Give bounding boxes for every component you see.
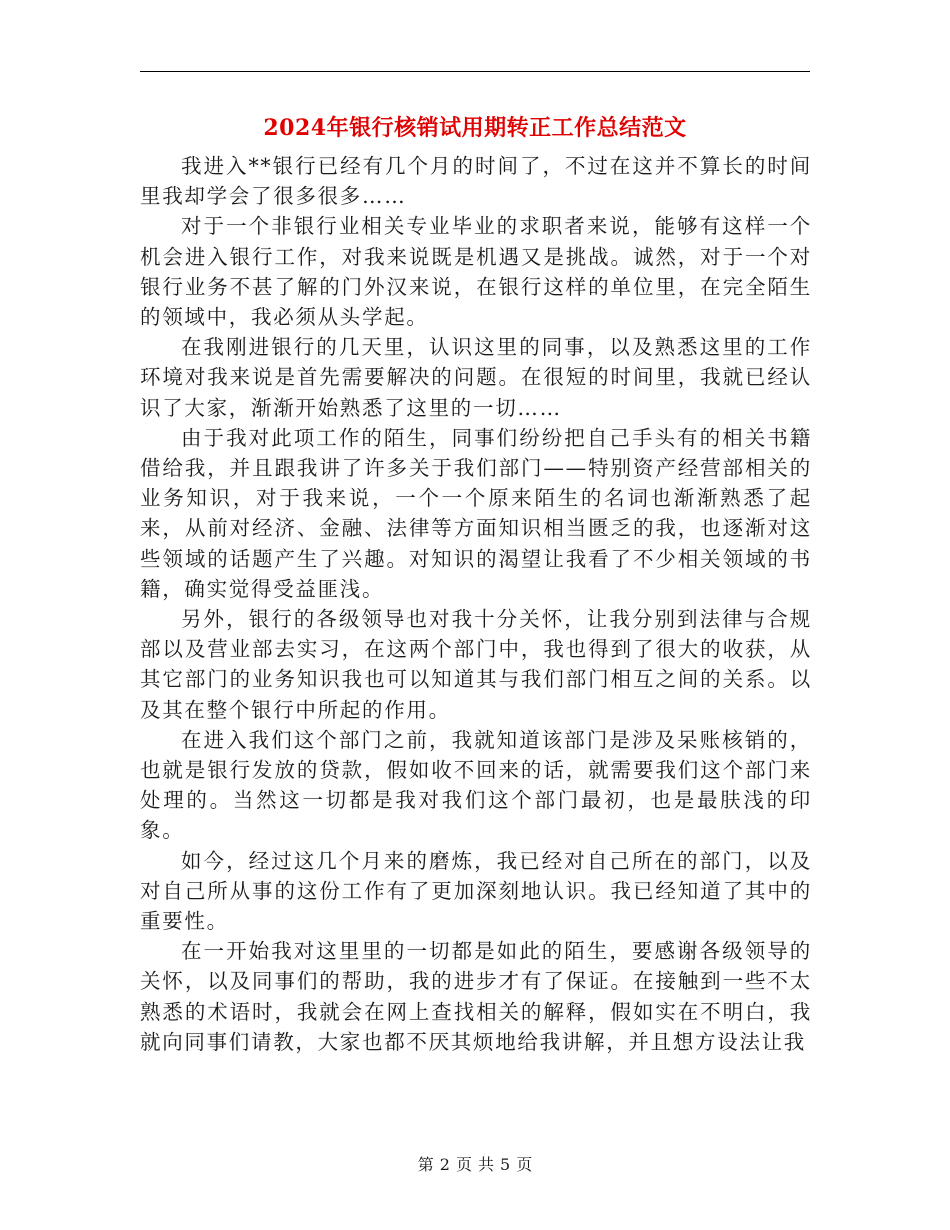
footer-total-prefix: 共 — [478, 1155, 495, 1174]
paragraph-4: 由于我对此项工作的陌生，同事们纷纷把自己手头有的相关书籍借给我，并且跟我讲了许多关于我们部门——特别资产经营部相关的业务知识，对于我来说，一个一个原来陌生的名词也渐渐熟悉了起来，从前对经济、金融、法律等方面知识相当匮乏的我，也逐渐对这些领域的话题产生了兴趣。对知识的渴望让我看了不少相关领域的书籍，确实觉得受益匪浅。 — [140, 425, 812, 601]
footer-total-suffix: 页 — [516, 1155, 533, 1174]
document-title: 2024年银行核销试用期转正工作总结范文 — [263, 115, 687, 141]
paragraph-6: 在进入我们这个部门之前，我就知道该部门是涉及呆账核销的，也就是银行发放的贷款，假如收不回来的话，就需要我们这个部门来处理的。当然这一切都是我对我们这个部门最初，也是最肤浅的印象。 — [140, 727, 812, 843]
document-body — [140, 151, 812, 1057]
paragraph-8: 在一开始我对这里里的一切都是如此的陌生，要感谢各级领导的关怀，以及同事们的帮助，我的进步才有了保证。在接触到一些不太熟悉的术语时，我就会在网上查找相关的解释，假如实在不明白，我就向同事们请教，大家也都不厌其烦地给我讲解，并且想方设法让我 — [140, 939, 812, 1054]
paragraph-5: 另外，银行的各级领导也对我十分关怀，让我分别到法律与合规部以及营业部去实习，在这两个部门中，我也得到了很大的收获，从其它部门的业务知识我也可以知道其与我们部门相互之间的关系。以及其在整个银行中所起的作用。 — [140, 607, 812, 722]
paragraph-3: 在我刚进银行的几天里，认识这里的同事，以及熟悉这里的工作环境对我来说是首先需要解决的问题。在很短的时间里，我就已经认识了大家，渐渐开始熟悉了这里的一切…… — [140, 335, 812, 420]
footer-page-prefix: 第 — [417, 1155, 434, 1174]
paragraph-1: 我进入**银行已经有几个月的时间了，不过在这并不算长的时间里我却学会了很多很多…… — [140, 154, 812, 209]
paragraph-7: 如今，经过这几个月来的磨炼，我已经对自己所在的部门，以及对自己所从事的这份工作有了更加深刻地认识。我已经知道了其中的重要性。 — [140, 848, 812, 934]
header-rule — [140, 71, 810, 72]
page-footer — [0, 1154, 950, 1176]
paragraph-2: 对于一个非银行业相关专业毕业的求职者来说，能够有这样一个机会进入银行工作，对我来说既是机遇又是挑战。诚然，对于一个对银行业务不甚了解的门外汉来说，在银行这样的单位里，在完全陌生的领域中，我必须从头学起。 — [140, 214, 812, 330]
footer-page-word: 页 — [455, 1155, 472, 1174]
footer-current-page: 2 — [439, 1155, 450, 1174]
footer-total-pages: 5 — [500, 1155, 511, 1174]
